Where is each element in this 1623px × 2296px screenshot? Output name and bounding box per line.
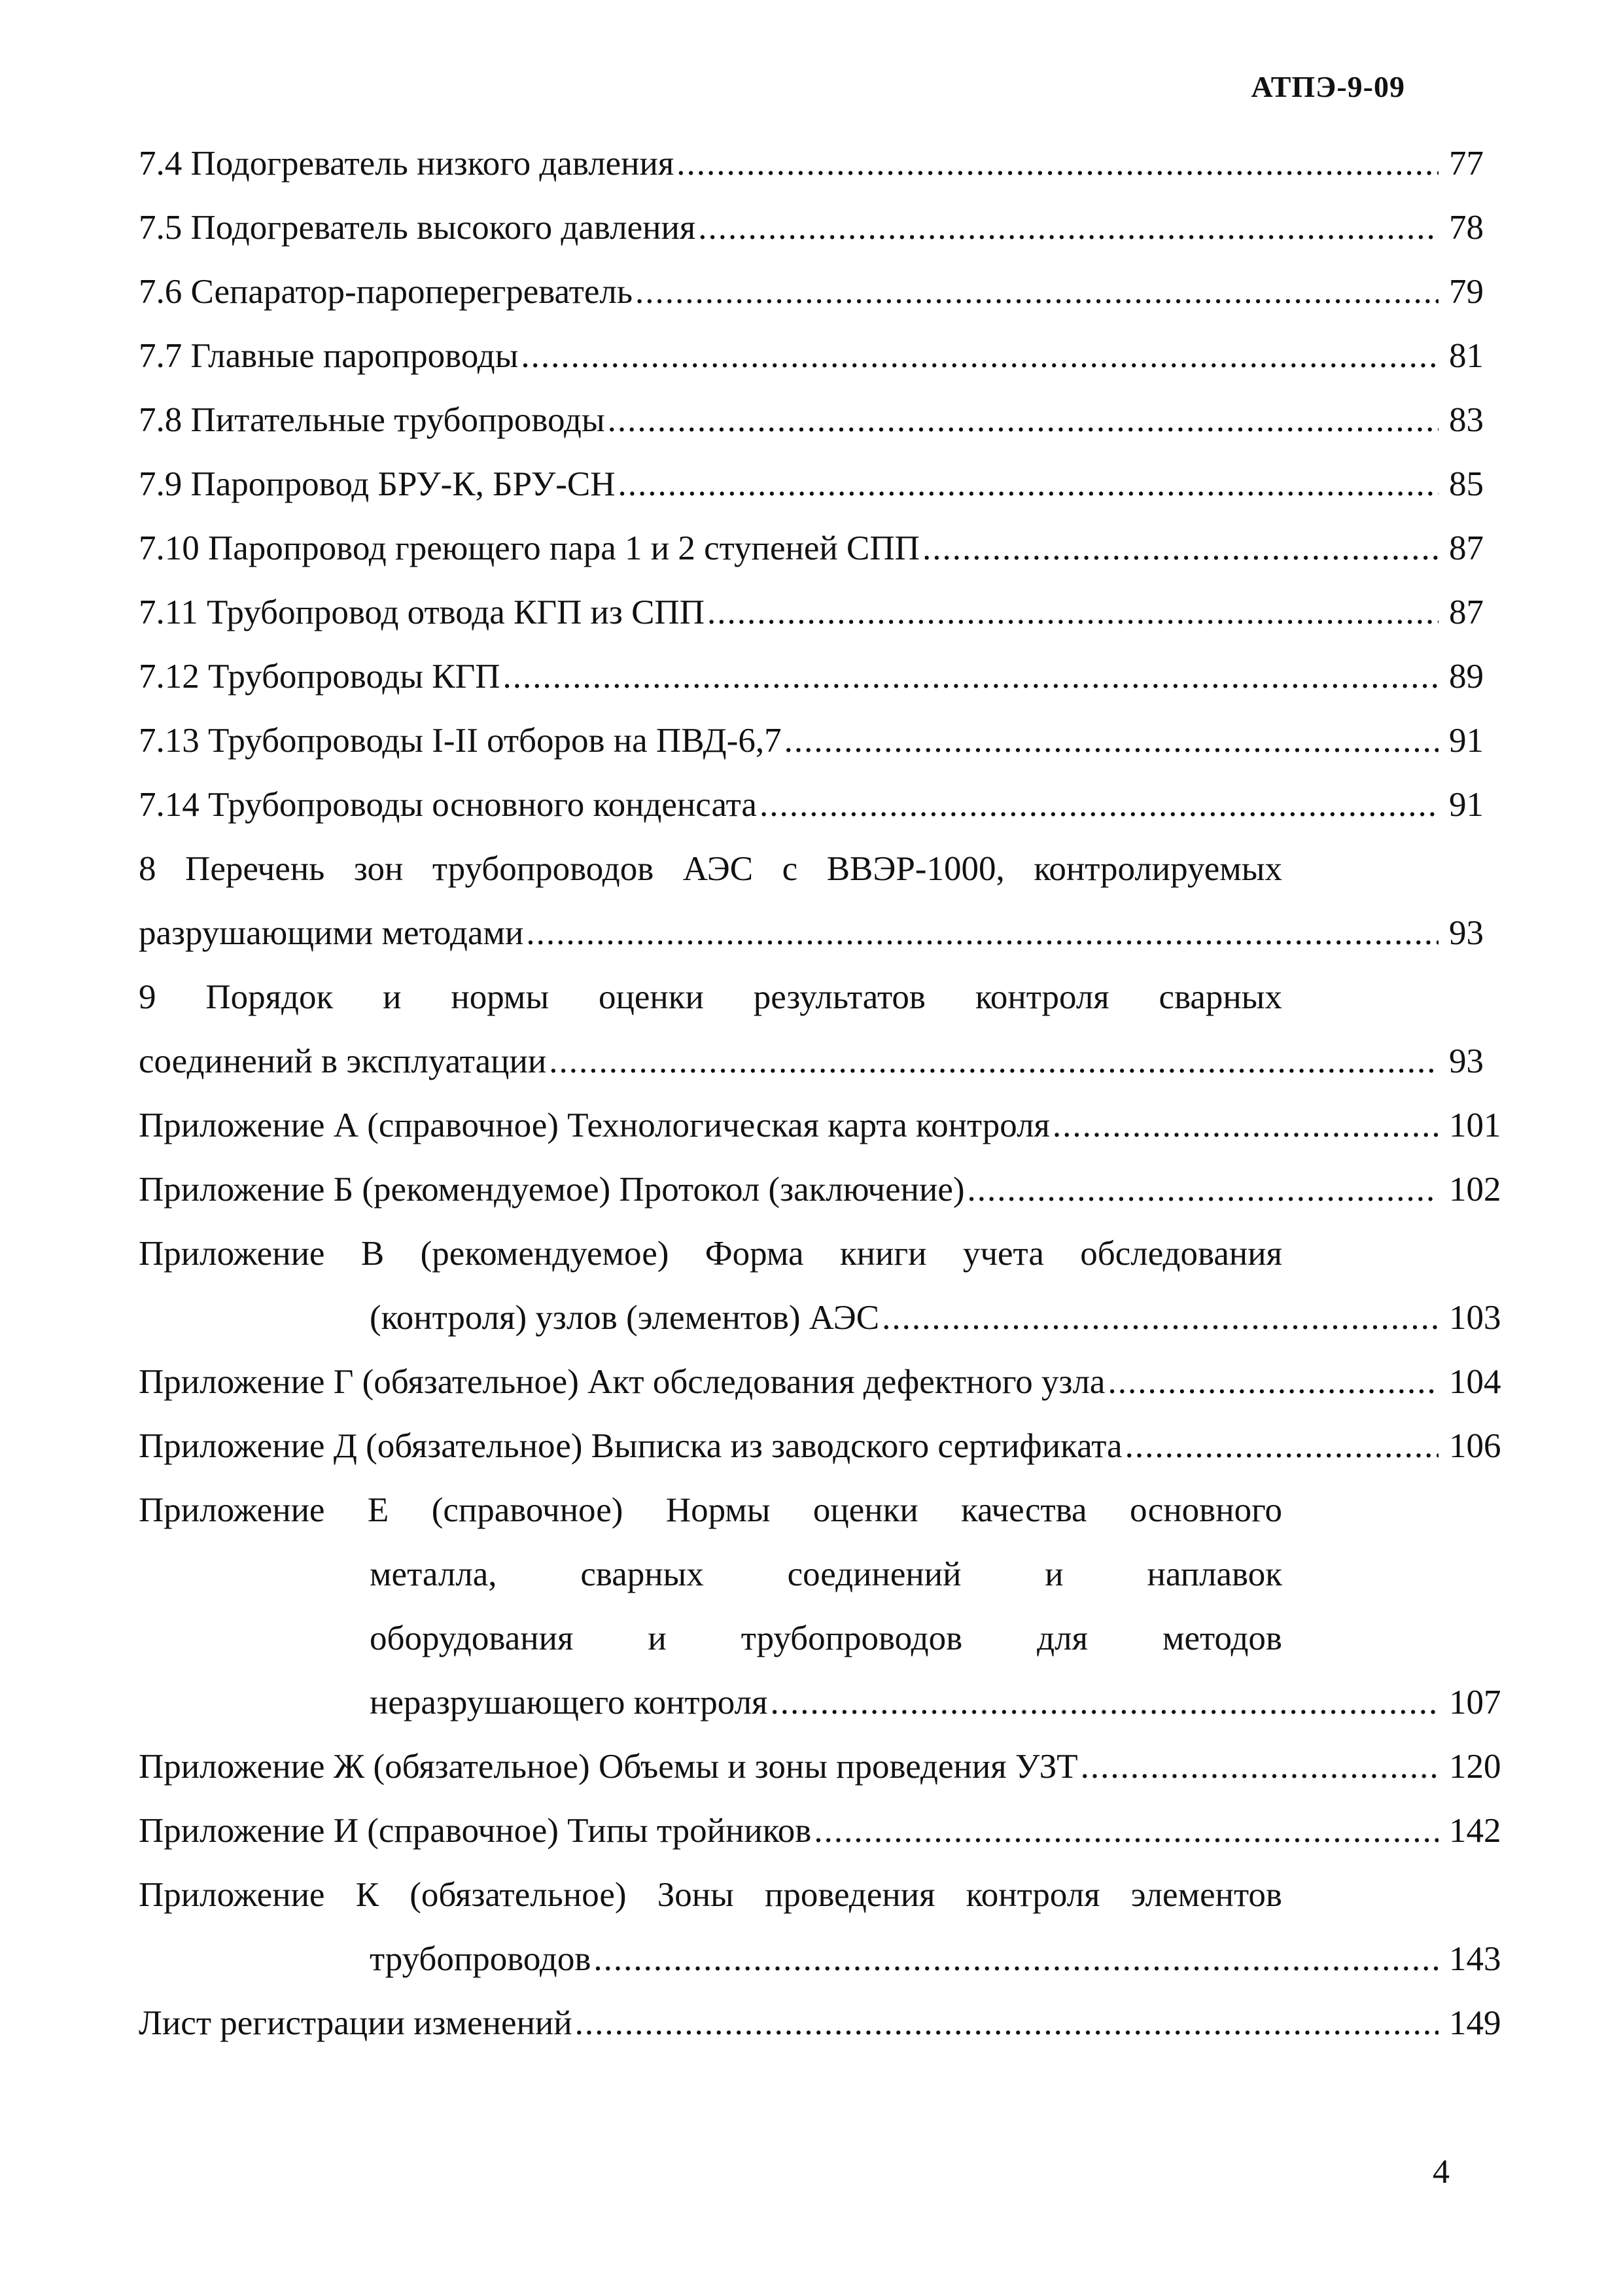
toc-word: основного xyxy=(1129,1491,1282,1529)
toc-entry[interactable] xyxy=(0,586,1623,639)
toc-word: Е xyxy=(367,1491,389,1529)
toc-entry[interactable] xyxy=(0,1933,1623,1985)
toc-entry[interactable] xyxy=(0,779,1623,831)
dot-leader xyxy=(676,137,1439,190)
toc-page-number: 143 xyxy=(1449,1940,1501,1978)
toc-page-number: 101 xyxy=(1449,1106,1501,1144)
dot-leader xyxy=(608,394,1439,446)
toc-word: Приложение xyxy=(139,1491,325,1529)
toc-page-number: 93 xyxy=(1449,914,1484,952)
toc-entry-title: 7.6 Сепаратор-пароперегреватель xyxy=(139,273,633,311)
dot-leader xyxy=(814,1805,1439,1857)
dot-leader xyxy=(1125,1420,1439,1472)
toc-word: обследования xyxy=(1080,1235,1282,1273)
toc-entry-line3 xyxy=(0,1612,1623,1665)
toc-entry[interactable] xyxy=(0,1740,1623,1793)
toc-word: результатов xyxy=(753,978,926,1016)
toc-page-number: 78 xyxy=(1449,209,1484,247)
toc-page-number: 107 xyxy=(1449,1684,1501,1722)
toc-word: Зоны xyxy=(657,1876,734,1914)
toc-entry-title: Приложение А (справочное) Технологическая карта контроля xyxy=(139,1106,1050,1144)
toc-word: Приложение xyxy=(139,1235,325,1273)
toc-entry-line1 xyxy=(0,1484,1623,1536)
toc-page-number: 102 xyxy=(1449,1171,1501,1209)
dot-leader xyxy=(526,907,1439,959)
toc-word: Порядок xyxy=(205,978,334,1016)
toc-entry-title: неразрушающего контроля xyxy=(370,1684,768,1722)
toc-word: соединений xyxy=(787,1555,962,1593)
toc-entry[interactable] xyxy=(0,137,1623,190)
toc-entry-title: (контроля) узлов (элементов) АЭС xyxy=(370,1299,880,1337)
dot-leader xyxy=(521,330,1439,382)
toc-word: учета xyxy=(962,1235,1044,1273)
toc-entry[interactable] xyxy=(0,907,1623,959)
toc-word: Перечень xyxy=(185,850,325,888)
toc-word: металла, xyxy=(370,1555,497,1593)
toc-entry-title: 7.5 Подогреватель высокого давления xyxy=(139,209,696,247)
toc-word: проведения xyxy=(764,1876,935,1914)
dot-leader xyxy=(618,458,1439,510)
toc-page-number: 104 xyxy=(1449,1363,1501,1401)
toc-page-number: 85 xyxy=(1449,465,1484,503)
toc-page-number: 81 xyxy=(1449,337,1484,375)
toc-entry-title: Приложение Ж (обязательное) Объемы и зоны проведения УЗТ xyxy=(139,1748,1078,1786)
toc-entry[interactable] xyxy=(0,202,1623,254)
toc-entry[interactable] xyxy=(0,715,1623,767)
toc-entry-title: 7.9 Паропровод БРУ-К, БРУ-СН xyxy=(139,465,616,503)
toc-word: зон xyxy=(353,850,404,888)
toc-word: АЭС xyxy=(682,850,754,888)
toc-entry[interactable] xyxy=(0,522,1623,574)
toc-entry-title: Приложение Д (обязательное) Выписка из заводского сертификата xyxy=(139,1427,1123,1465)
toc-word: нормы xyxy=(451,978,550,1016)
toc-entry-title: 7.8 Питательные трубопроводы xyxy=(139,401,605,439)
toc-word: Нормы xyxy=(665,1491,771,1529)
toc-entry[interactable] xyxy=(0,330,1623,382)
dot-leader xyxy=(968,1163,1439,1216)
dot-leader xyxy=(593,1933,1439,1985)
toc-word: контроля xyxy=(975,978,1109,1016)
dot-leader xyxy=(759,779,1439,831)
dot-leader xyxy=(503,650,1439,703)
toc-word: элементов xyxy=(1130,1876,1282,1914)
toc-word: сварных xyxy=(1159,978,1282,1016)
page-number: 4 xyxy=(1433,2153,1450,2191)
toc-page-number: 83 xyxy=(1449,401,1484,439)
toc-word: методов xyxy=(1162,1619,1282,1657)
document-code: АТПЭ-9-09 xyxy=(1251,70,1405,103)
toc-entry[interactable] xyxy=(0,1163,1623,1216)
toc-word: оценки xyxy=(598,978,704,1016)
toc-page-number: 79 xyxy=(1449,273,1484,311)
toc-entry-title: 7.7 Главные паропроводы xyxy=(139,337,519,375)
toc-word: (рекомендуемое) xyxy=(420,1235,669,1273)
toc-page-number: 120 xyxy=(1449,1748,1501,1786)
dot-leader xyxy=(698,202,1439,254)
toc-entry[interactable] xyxy=(0,1292,1623,1344)
toc-entry[interactable] xyxy=(0,394,1623,446)
dot-leader xyxy=(1053,1099,1439,1152)
toc-word: ВВЭР-1000, xyxy=(826,850,1005,888)
toc-word: для xyxy=(1037,1619,1088,1657)
toc-word: и xyxy=(1045,1555,1064,1593)
toc-entry[interactable] xyxy=(0,1356,1623,1408)
toc-word: сварных xyxy=(580,1555,704,1593)
toc-entry-title: 7.4 Подогреватель низкого давления xyxy=(139,145,674,183)
toc-entry[interactable] xyxy=(0,1035,1623,1087)
toc-entry-title: соединений в эксплуатации xyxy=(139,1042,547,1080)
toc-word: оценки xyxy=(812,1491,918,1529)
dot-leader xyxy=(882,1292,1439,1344)
toc-word: с xyxy=(782,850,798,888)
toc-word: оборудования xyxy=(370,1619,574,1657)
toc-entry-line1 xyxy=(0,1869,1623,1921)
toc-entry-line1 xyxy=(0,971,1623,1023)
toc-word: книги xyxy=(839,1235,927,1273)
toc-word: контроля xyxy=(966,1876,1100,1914)
toc-word: (обязательное) xyxy=(410,1876,627,1914)
dot-leader xyxy=(770,1676,1439,1729)
toc-entry[interactable] xyxy=(0,1099,1623,1152)
toc-entry-title: Приложение И (справочное) Типы тройников xyxy=(139,1812,812,1850)
dot-leader xyxy=(1081,1740,1439,1793)
toc-page-number: 103 xyxy=(1449,1299,1501,1337)
toc-entry-title: Приложение Г (обязательное) Акт обследования дефектного узла xyxy=(139,1363,1106,1401)
toc-word: трубопроводов xyxy=(432,850,654,888)
toc-page-number: 93 xyxy=(1449,1042,1484,1080)
toc-entry-line1 xyxy=(0,843,1623,895)
toc-page-number: 77 xyxy=(1449,145,1484,183)
toc-entry[interactable] xyxy=(0,1805,1623,1857)
toc-page-number: 149 xyxy=(1449,2004,1501,2042)
dot-leader xyxy=(922,522,1439,574)
dot-leader xyxy=(635,266,1439,318)
toc-entry-title: разрушающими методами xyxy=(139,914,524,952)
toc-word: (справочное) xyxy=(431,1491,623,1529)
toc-word: 8 xyxy=(139,850,156,888)
toc-word: и xyxy=(648,1619,667,1657)
toc-word: контролируемых xyxy=(1034,850,1282,888)
toc-word: К xyxy=(355,1876,379,1914)
toc-word: качества xyxy=(961,1491,1087,1529)
dot-leader xyxy=(784,715,1439,767)
toc-word: наплавок xyxy=(1147,1555,1282,1593)
toc-entry-title: Лист регистрации изменений xyxy=(139,2004,572,2042)
toc-entry[interactable] xyxy=(0,1997,1623,2049)
toc-page-number: 87 xyxy=(1449,593,1484,631)
toc-page-number: 89 xyxy=(1449,658,1484,696)
toc-page-number: 142 xyxy=(1449,1812,1501,1850)
toc-word: 9 xyxy=(139,978,156,1016)
toc-word: трубопроводов xyxy=(741,1619,963,1657)
toc-word: В xyxy=(360,1235,385,1273)
toc-page-number: 106 xyxy=(1449,1427,1501,1465)
toc-entry-title: 7.11 Трубопровод отвода КГП из СПП xyxy=(139,593,705,631)
toc-entry[interactable] xyxy=(0,266,1623,318)
toc-entry[interactable] xyxy=(0,458,1623,510)
dot-leader xyxy=(1108,1356,1439,1408)
toc-page-number: 91 xyxy=(1449,786,1484,824)
toc-entry-title: трубопроводов xyxy=(370,1940,591,1978)
toc-entry-title: 7.13 Трубопроводы I-II отборов на ПВД-6,7 xyxy=(139,722,782,760)
toc-entry[interactable] xyxy=(0,650,1623,703)
dot-leader xyxy=(707,586,1439,639)
toc-entry[interactable] xyxy=(0,1420,1623,1472)
toc-page-number: 87 xyxy=(1449,529,1484,567)
toc-entry-title: 7.10 Паропровод греющего пара 1 и 2 ступеней СПП xyxy=(139,529,920,567)
toc-entry[interactable] xyxy=(0,1676,1623,1729)
toc-entry-title: Приложение Б (рекомендуемое) Протокол (заключение) xyxy=(139,1171,965,1209)
toc-entry-line2 xyxy=(0,1548,1623,1600)
toc-entry-line1 xyxy=(0,1227,1623,1280)
toc-word: и xyxy=(383,978,402,1016)
toc-word: Форма xyxy=(705,1235,804,1273)
dot-leader xyxy=(549,1035,1439,1087)
toc-entry-title: 7.14 Трубопроводы основного конденсата xyxy=(139,786,757,824)
toc-word: Приложение xyxy=(139,1876,325,1914)
toc-entry-title: 7.12 Трубопроводы КГП xyxy=(139,658,500,696)
dot-leader xyxy=(575,1997,1439,2049)
toc-page-number: 91 xyxy=(1449,722,1484,760)
